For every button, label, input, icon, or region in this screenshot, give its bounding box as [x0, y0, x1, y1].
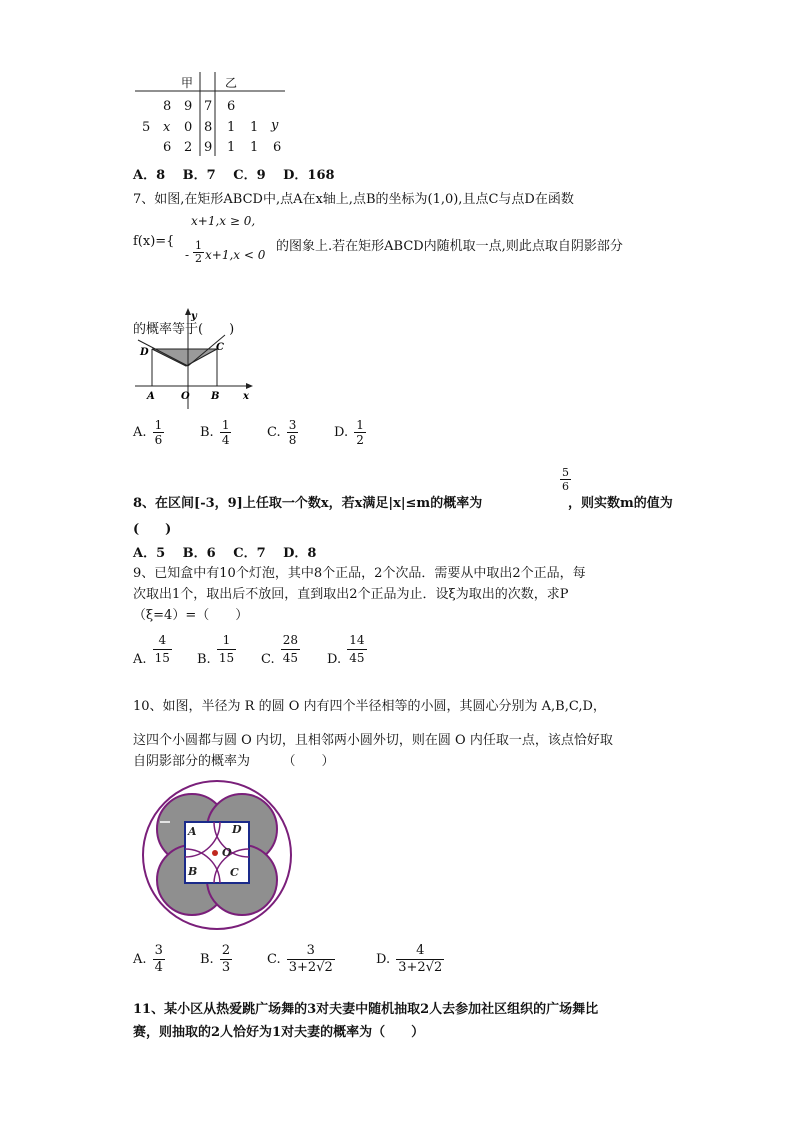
label-B: B — [211, 391, 220, 402]
case1: x+1,x ≥ 0, — [191, 214, 256, 228]
leaf: y — [271, 118, 279, 133]
q7-graph — [133, 305, 263, 415]
leaf: 1 — [250, 120, 259, 135]
stem-leaf-plot — [133, 70, 288, 158]
leaf: 8 — [163, 99, 172, 114]
leaf: 0 — [184, 120, 193, 135]
q8-line1a: 8、在区间[-3，9]上任取一个数x，若x满足|x|≤m的概率为 — [133, 496, 483, 511]
leaf: 6 — [273, 140, 282, 155]
leaf: 9 — [184, 99, 193, 114]
q9-option-d: D. $\frac{14}{45}$ — [327, 633, 365, 667]
q10-figure — [140, 777, 296, 933]
leaf: 6 — [227, 99, 236, 114]
leaf: 5 — [142, 120, 151, 135]
stem: 9 — [204, 140, 213, 155]
leaf: 1 — [227, 120, 236, 135]
q7-option-c: C. $\frac{3}{8}$ — [267, 418, 297, 447]
q7-option-b: B. $\frac{1}{4}$ — [200, 418, 230, 447]
q7-option-a: A. $\frac{1}{6}$ — [133, 418, 163, 447]
leaf: 2 — [184, 140, 193, 155]
q11-line1: 11、某小区从热爱跳广场舞的3对夫妻中随机抽取2人去参加社区组织的广场舞比 — [133, 1002, 599, 1017]
case2-fraction: $\frac{1}{2}$ — [195, 239, 202, 265]
q9-line2: 次取出1个，取出后不放回，直到取出2个正品为止．设ξ为取出的次数，求P — [133, 587, 569, 602]
header-yi: 乙 — [225, 76, 238, 90]
q7-line1: 7、如图,在矩形ABCD中,点A在x轴上,点B的坐标为(1,0),且点C与点D在函数 — [133, 192, 574, 207]
label-C: C — [216, 342, 224, 353]
label-C: C — [230, 866, 239, 879]
q7-line3: 的概率等于( ) — [133, 322, 235, 337]
label-B: B — [188, 865, 198, 878]
header-jia: 甲 — [181, 76, 194, 90]
q10-line3: 自阴影部分的概率为 （ ） — [133, 754, 335, 769]
stem: 7 — [204, 99, 213, 114]
label-y: y — [191, 311, 197, 322]
q6-options: A．8 B．7 C．9 D．168 — [133, 168, 335, 183]
stem: 8 — [204, 120, 213, 135]
x-axis-arrow — [246, 383, 253, 389]
q8-line1b: ，则实数m的值为 — [568, 496, 673, 511]
leaf: 6 — [163, 140, 172, 155]
q7-option-d: D. $\frac{1}{2}$ — [334, 418, 364, 447]
q7-piecewise — [133, 214, 273, 270]
q10-option-b: B. $\frac{2}{3}$ — [200, 943, 231, 975]
q9-line3: （ξ=4）=（ ） — [133, 608, 249, 623]
q8-options: A．5 B．6 C．7 D．8 — [133, 546, 317, 561]
q10-option-a: A. $\frac{3}{4}$ — [133, 943, 163, 975]
leaf: 1 — [250, 140, 259, 155]
case2: x+1,x < 0 — [205, 248, 266, 262]
fx-prefix: f(x)={ — [133, 234, 175, 249]
q10-option-c: C. $\frac{3}{3+2√2}$ — [267, 943, 333, 975]
shaded-region — [152, 349, 217, 366]
label-D: D — [232, 823, 242, 836]
label-O: O — [222, 846, 232, 859]
q11-line2: 赛，则抽取的2人恰好为1对夫妻的概率为（ ） — [133, 1025, 425, 1040]
q8-fraction: $\frac{5}{6}$ — [562, 466, 569, 493]
label-A: A — [188, 825, 197, 838]
q10-line1: 10、如图，半径为 R 的圆 O 内有四个半径相等的小圆，其圆心分别为 A,B,C,D， — [133, 699, 606, 714]
label-A: A — [147, 391, 155, 402]
label-O: O — [181, 391, 190, 402]
leaf: 1 — [227, 140, 236, 155]
q9-option-a: A. $\frac{4}{15}$ — [133, 633, 170, 667]
leaf: x — [163, 120, 171, 135]
q10-option-d: D. $\frac{4}{3+2√2}$ — [376, 943, 443, 975]
q10-line2: 这四个小圆都与圆 O 内切，且相邻两小圆外切，则在圆 O 内任取一点，该点恰好取 — [133, 733, 613, 748]
q9-line1: 9、已知盒中有10个灯泡，其中8个正品，2个次品．需要从中取出2个正品，每 — [133, 566, 586, 581]
q7-line2: 的图象上.若在矩形ABCD内随机取一点,则此点取自阴影部分 — [276, 239, 623, 254]
q8-line2: ( ) — [133, 522, 172, 537]
q9-option-c: C. $\frac{28}{45}$ — [261, 633, 299, 667]
case2-sign: - — [185, 248, 190, 262]
q9-option-b: B. $\frac{1}{15}$ — [197, 633, 235, 667]
center-dot — [212, 850, 218, 856]
label-x: x — [243, 391, 249, 402]
label-D: D — [140, 347, 149, 358]
